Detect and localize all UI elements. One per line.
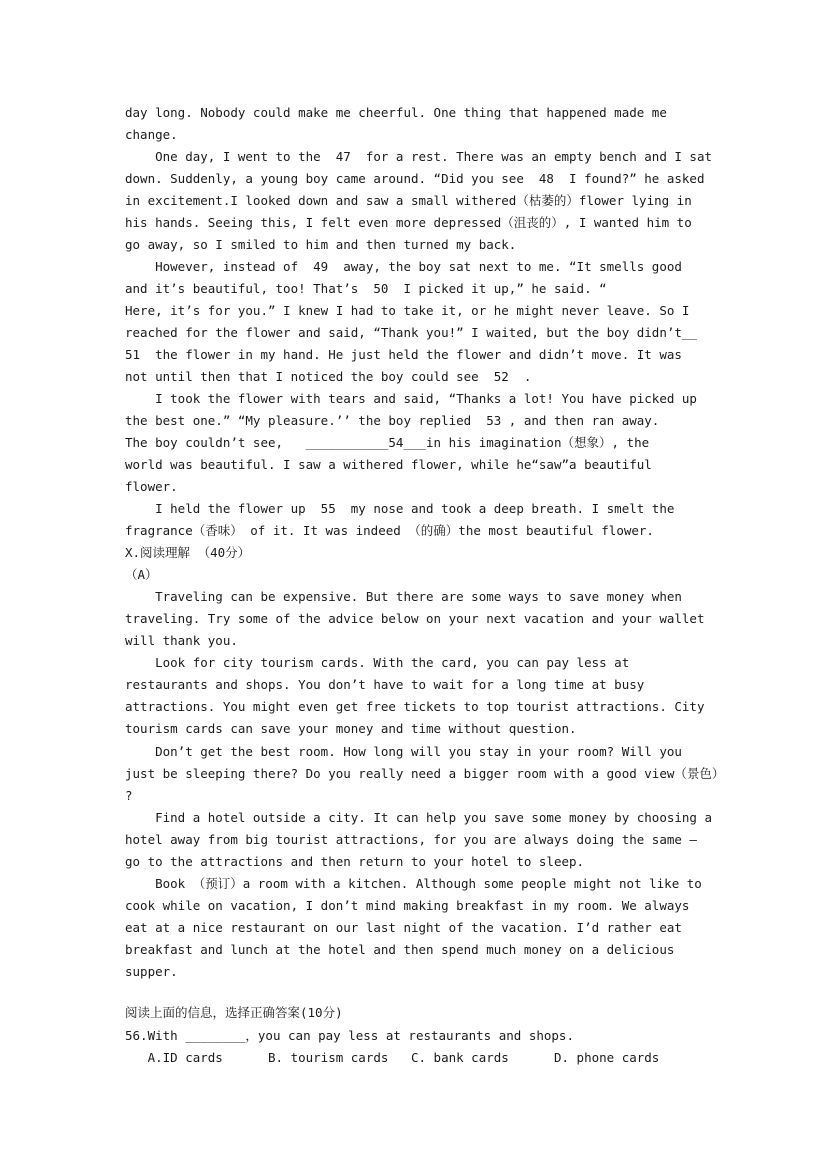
cloze-line: and it’s beautiful, too! That’s 50 I picked it up,” he said. “ [125,281,607,296]
passage-line: hotel away from big tourist attractions, for you are always doing the same — [125,832,697,847]
passage-line: restaurants and shops. You don’t have to wait for a long time at busy [125,677,645,692]
cloze-line: One day, I went to the 47 for a rest. There was an empty bench and I sat [125,149,712,164]
passage-line: Traveling can be expensive. But there are some ways to save money when [125,589,682,604]
part-label: （A） [125,567,158,582]
passage-line: Look for city tourism cards. With the card, you can pay less at [125,655,630,670]
cloze-line: the best one.” “My pleasure.’’ the boy replied 53 , and then ran away. [125,413,660,428]
cloze-line: I held the flower up 55 my nose and took a deep breath. I smelt the [125,501,675,516]
question-56-stem: 56.With ________，you can pay less at restaurants and shops. [125,1028,574,1043]
cloze-line: not until then that I noticed the boy could see 52 . [125,369,532,384]
cloze-line: change. [125,127,178,142]
passage-line: ? [125,788,133,803]
question-56-options: A.ID cards B. tourism cards C. bank cards D. phone cards [125,1050,660,1065]
passage-line: just be sleeping there? Do you really need a bigger room with a good view（景色） [125,766,725,781]
passage-line: traveling. Try some of the advice below on your next vacation and your wallet [125,611,705,626]
passage-line: Don’t get the best room. How long will you stay in your room? Will you [125,744,682,759]
cloze-line: The boy couldn’t see, ___________54___in his imagination（想象）, the [125,435,650,450]
section-title: X.阅读理解 （40分） [125,545,251,560]
passage-line: Book （预订）a room with a kitchen. Although some people might not like to [125,876,702,891]
cloze-line: fragrance（香味） of it. It was indeed （的确）the most beautiful flower. [125,523,654,538]
passage-line: cook while on vacation, I don’t mind making breakfast in my room. We always [125,898,690,913]
passage-line: Find a hotel outside a city. It can help you save some money by choosing a [125,810,712,825]
cloze-line: go away, so I smiled to him and then turned my back. [125,237,517,252]
cloze-line: in excitement.I looked down and saw a small withered（枯萎的）flower lying in [125,193,692,208]
cloze-line: However, instead of 49 away, the boy sat next to me. “It smells good [125,259,682,274]
cloze-line: Here, it’s for you.” I knew I had to take it, or he might never leave. So I [125,303,690,318]
passage-line: breakfast and lunch at the hotel and then spend much money on a delicious [125,942,675,957]
passage-line: supper. [125,964,178,979]
cloze-line: flower. [125,479,178,494]
cloze-line: his hands. Seeing this, I felt even more depressed（沮丧的）, I wanted him to [125,215,692,230]
passage-line: will thank you. [125,633,238,648]
passage-line: attractions. You might even get free tickets to top tourist attractions. City [125,699,705,714]
cloze-line: day long. Nobody could make me cheerful. One thing that happened made me [125,105,667,120]
cloze-line: reached for the flower and said, “Thank you!” I waited, but the boy didn’t__ [125,325,697,340]
passage-line: eat at a nice restaurant on our last night of the vacation. I’d rather eat [125,920,682,935]
instructions: 阅读上面的信息，选择正确答案(10分) [125,1005,343,1020]
passage-line: tourism cards can save your money and time without question. [125,721,577,736]
cloze-line: I took the flower with tears and said, “Thanks a lot! You have picked up [125,391,697,406]
cloze-line: 51 the flower in my hand. He just held the flower and didn’t move. It was [125,347,682,362]
cloze-line: down. Suddenly, a young boy came around. “Did you see 48 I found?” he asked [125,171,705,186]
passage-line: go to the attractions and then return to your hotel to sleep. [125,854,585,869]
cloze-line: world was beautiful. I saw a withered flower, while he“saw”a beautiful [125,457,652,472]
